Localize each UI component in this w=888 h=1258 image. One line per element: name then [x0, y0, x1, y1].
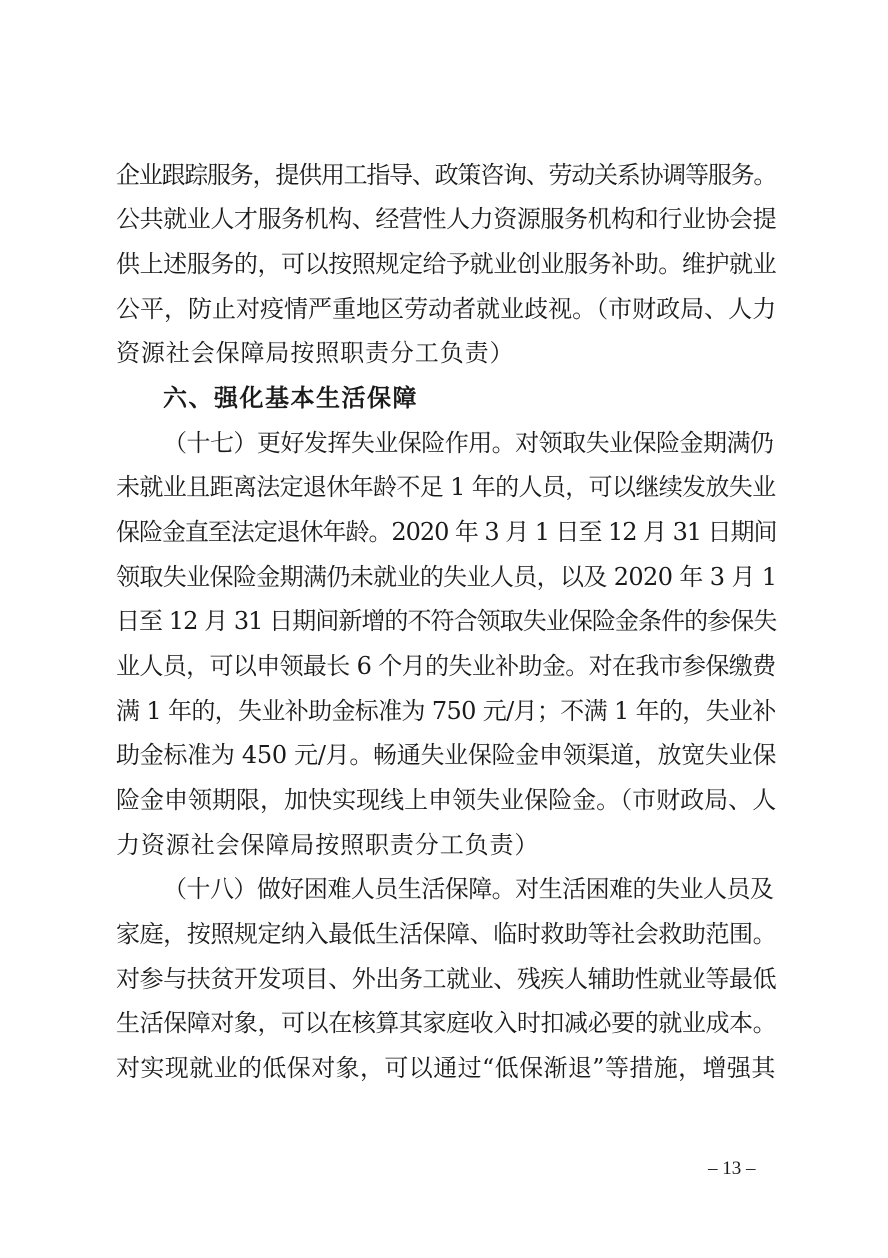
body-text-line: 领取失业保险金期满仍未就业的失业人员，以及 2020 年 3 月 1 [116, 563, 777, 591]
body-text-line: 未就业且距离法定退休年龄不足 1 年的人员，可以继续发放失业 [116, 473, 776, 501]
body-text-line: 日至 12 月 31 日期间新增的不符合领取失业保险金条件的参保失 [116, 607, 777, 635]
body-text-line: 保险金直至法定退休年龄。2020 年 3 月 1 日至 12 月 31 日期间 [116, 518, 777, 546]
paragraph-start-line: （十八）做好困难人员生活保障。对生活困难的失业人员及 [163, 875, 774, 903]
body-text-line: 对实现就业的低保对象，可以通过“低保渐退”等措施，增强其 [116, 1054, 776, 1082]
body-text-line: 家庭，按照规定纳入最低生活保障、临时救助等社会救助范围。 [116, 920, 777, 948]
section-heading: 六、强化基本生活保障 [163, 384, 418, 412]
body-text-line: 生活保障对象，可以在核算其家庭收入时扣减必要的就业成本。 [116, 1009, 777, 1037]
page-number: – 13 – [708, 1158, 756, 1179]
body-text-line: 业人员，可以申领最长 6 个月的失业补助金。对在我市参保缴费 [116, 652, 776, 680]
body-text-line: 资源社会保障局按照职责分工负责） [116, 339, 515, 367]
body-text-line: 对参与扶贫开发项目、外出务工就业、残疾人辅助性就业等最低 [116, 965, 777, 993]
body-text-line: 公平，防止对疫情严重地区劳动者就业歧视。（市财政局、人力 [116, 295, 777, 323]
paragraph-start-line: （十七）更好发挥失业保险作用。对领取失业保险金期满仍 [163, 429, 774, 457]
body-text-line: 助金标准为 450 元/月。畅通失业保险金申领渠道，放宽失业保 [116, 741, 777, 769]
body-text-line: 企业跟踪服务，提供用工指导、政策咨询、劳动关系协调等服务。 [116, 161, 777, 189]
body-text-line: 险金申领期限，加快实现线上申领失业保险金。（市财政局、人 [116, 786, 777, 814]
body-text-line: 力资源社会保障局按照职责分工负责） [116, 831, 540, 859]
body-text-line: 供上述服务的，可以按照规定给予就业创业服务补助。维护就业 [116, 250, 777, 278]
body-text-line: 公共就业人才服务机构、经营性人力资源服务机构和行业协会提 [116, 205, 777, 233]
body-text-line: 满 1 年的，失业补助金标准为 750 元/月；不满 1 年的，失业补 [116, 697, 776, 725]
